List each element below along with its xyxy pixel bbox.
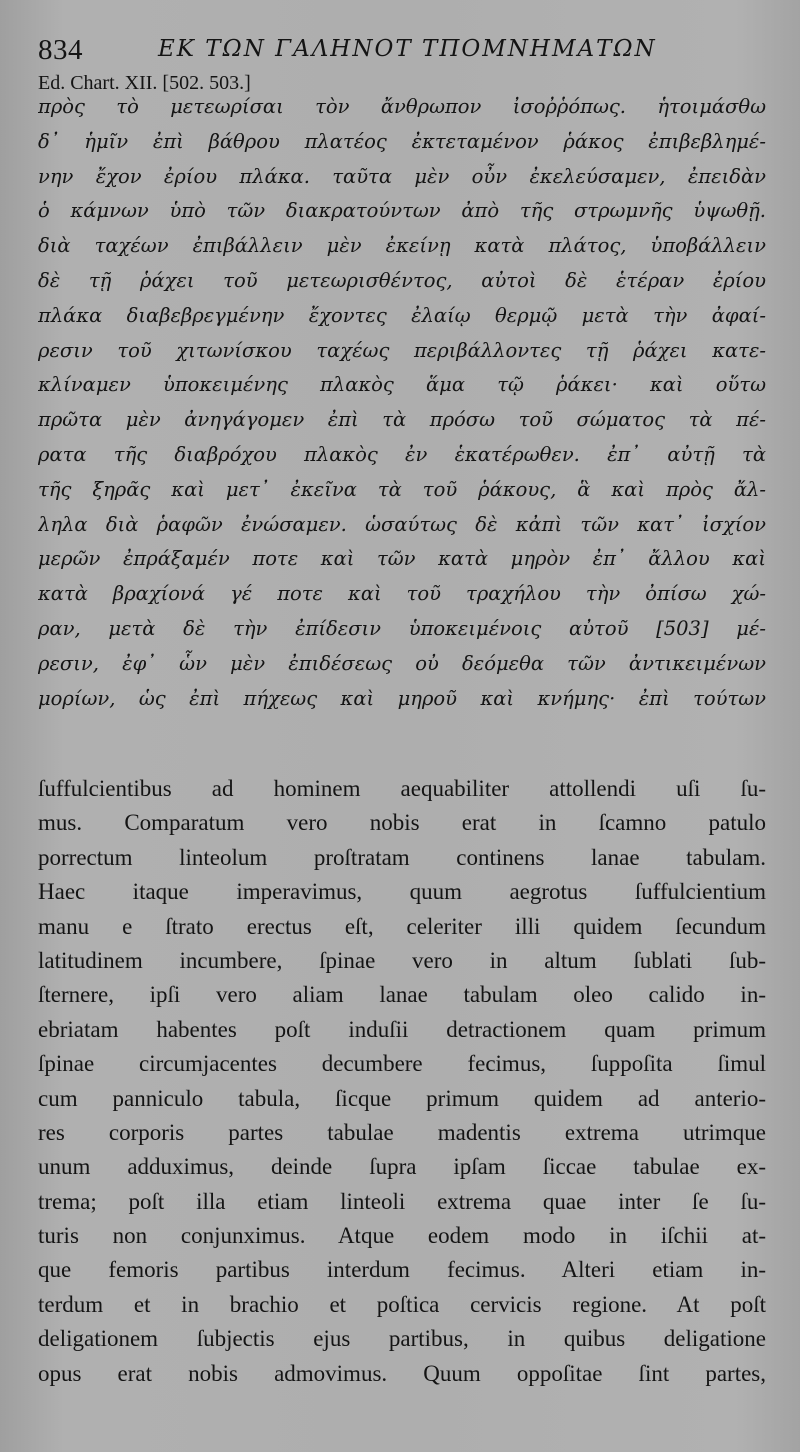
latin-text-line: ſpinae circumjacentes decumbere fecimus, ſuppoſita ſimul xyxy=(38,1051,766,1077)
latin-text-line: trema; poſt illa etiam linteoli extrema quae inter ſe ſu- xyxy=(38,1188,766,1214)
running-title: ΕΚ ΤΩΝ ΓΑΛΗΝΟΤ ΤΠΟΜΝΗΜΑΤΩΝ xyxy=(158,36,657,62)
greek-text-line: πρὸς τὸ μετεωρίσαι τὸν ἄνθρωπον ἰσοῤῥόπως. ἡτοιμάσθω xyxy=(38,95,766,118)
greek-text-line: δ᾿ ἡμῖν ἐπὶ βάθρου πλατέος ἐκτεταμένον ῥάκος ἐπιβεβλημέ- xyxy=(38,129,766,153)
latin-text-line: porrectum linteolum proſtratam continens lanae tabulam. xyxy=(38,844,766,870)
greek-text-line: τῆς ξηρᾶς καὶ μετ᾿ ἐκεῖνα τὰ τοῦ ῥάκους, ἃ καὶ πρὸς ἄλ- xyxy=(38,477,766,501)
latin-text-line: unum adduximus, deinde ſupra ipſam ſiccae tabulae ex- xyxy=(38,1154,766,1180)
latin-text-line: Haec itaque imperavimus, quum aegrotus ſuffulcientium xyxy=(38,879,766,905)
latin-text-line: res corporis partes tabulae madentis extrema utrimque xyxy=(38,1119,766,1145)
greek-text-line: ραν, μετὰ δὲ τὴν ἐπίδεσιν ὑποκειμένοις αὐτοῦ [503] μέ- xyxy=(38,616,766,640)
greek-text-line: μορίων, ὡς ἐπὶ πήχεως καὶ μηροῦ καὶ κνήμης· ἐπὶ τούτων xyxy=(38,686,766,710)
greek-text-line: μερῶν ἐπράξαμέν ποτε καὶ τῶν κατὰ μηρὸν ἐπ᾿ ἄλλου καὶ xyxy=(38,547,766,571)
latin-text-line: ſuffulcientibus ad hominem aequabiliter attollendi uſi ſu- xyxy=(38,776,766,801)
page-number: 834 xyxy=(38,34,83,66)
greek-text-line: ὁ κάμνων ὑπὸ τῶν διακρατούντων ἀπὸ τῆς στρωμνῆς ὑψωθῇ. xyxy=(38,199,766,223)
latin-text-line: ebriatam habentes poſt induſii detractionem quam primum xyxy=(38,1016,766,1042)
greek-text-line: διὰ ταχέων ἐπιβάλλειν μὲν ἐκείνῃ κατὰ πλάτος, ὑποβάλλειν xyxy=(38,234,766,258)
latin-text-line: terdum et in brachio et poſtica cervicis regione. At poſt xyxy=(38,1291,766,1317)
latin-text-line: manu e ſtrato erectus eſt, celeriter illi quidem ſecundum xyxy=(38,913,766,939)
greek-text-line: ληλα διὰ ῥαφῶν ἐνώσαμεν. ὡσαύτως δὲ κἀπὶ τῶν κατ᾿ ἰσχίον xyxy=(38,512,766,536)
greek-text-line: κλίναμεν ὑποκειμένης πλακὸς ἅμα τῷ ῥάκει· καὶ οὕτω xyxy=(38,373,766,397)
greek-text-line: νην ἔχον ἐρίου πλάκα. ταῦτα μὲν οὖν ἐκελεύσαμεν, ἐπειδὰν xyxy=(38,164,766,188)
latin-text-line: latitudinem incumbere, ſpinae vero in altum ſublati ſub- xyxy=(38,947,766,973)
latin-text-line: opus erat nobis admovimus. Quum oppoſitae ſint partes, xyxy=(38,1360,766,1386)
greek-text-line: δὲ τῇ ῥάχει τοῦ μετεωρισθέντος, αὐτοὶ δὲ ἑτέραν ἐρίου xyxy=(38,268,766,292)
greek-text-line: πλάκα διαβεβρεγμένην ἔχοντες ἐλαίῳ θερμῷ μετὰ τὴν ἀφαί- xyxy=(38,303,766,327)
greek-text-line: ρεσιν τοῦ χιτωνίσκου ταχέως περιβάλλοντες τῇ ῥάχει κατε- xyxy=(38,338,766,362)
latin-text-line: que femoris partibus interdum fecimus. Alteri etiam in- xyxy=(38,1257,766,1283)
edition-reference: Ed. Chart. XII. [502. 503.] xyxy=(38,72,251,94)
latin-text-line: ſternere, ipſi vero aliam lanae tabulam oleo calido in- xyxy=(38,982,766,1008)
greek-text-line: κατὰ βραχίονά γέ ποτε καὶ τοῦ τραχήλου τὴν ὀπίσω χώ- xyxy=(38,582,766,606)
latin-text-line: deligationem ſubjectis ejus partibus, in quibus deligatione xyxy=(38,1326,766,1352)
greek-text-line: πρῶτα μὲν ἀνηγάγομεν ἐπὶ τὰ πρόσω τοῦ σώματος τὰ πέ- xyxy=(38,408,766,432)
page-header xyxy=(38,34,778,68)
greek-text-block xyxy=(38,90,766,716)
greek-text-line: ρεσιν, ἐφ᾿ ὧν μὲν ἐπιδέσεως οὐ δεόμεθα τῶν ἀντικειμένων xyxy=(38,651,766,675)
latin-text-line: mus. Comparatum vero nobis erat in ſcamno patulo xyxy=(38,810,766,836)
latin-text-line: cum panniculo tabula, ſicque primum quidem ad anterio- xyxy=(38,1085,766,1111)
greek-text-line: ρατα τῆς διαβρόχου πλακὸς ἐν ἑκατέρωθεν. ἐπ᾿ αὐτῇ τὰ xyxy=(38,442,766,466)
latin-text-block xyxy=(38,772,766,1391)
latin-text-line: turis non conjunximus. Atque eodem modo in iſchii at- xyxy=(38,1223,766,1249)
